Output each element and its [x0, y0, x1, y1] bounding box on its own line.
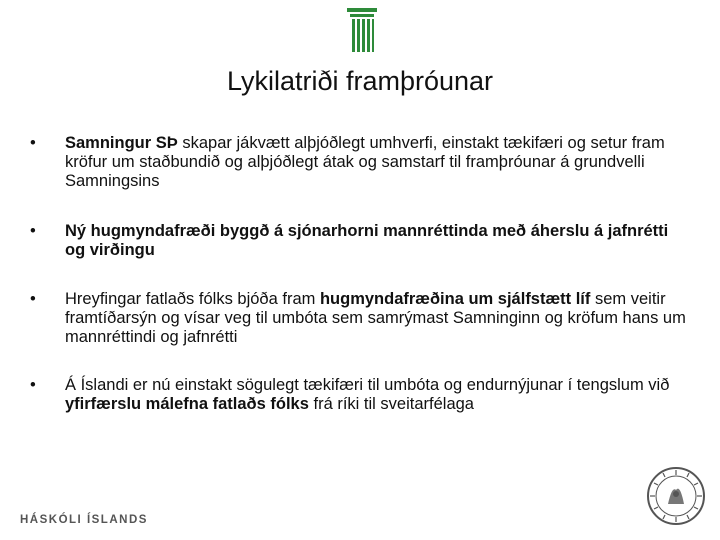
bullet-item	[30, 222, 690, 260]
university-columns-icon	[347, 8, 377, 54]
bullet-marker: •	[30, 222, 36, 240]
bullet-text	[65, 134, 690, 191]
bullet-text	[65, 222, 690, 260]
bullet-text-bold: Samningur SÞ	[65, 134, 178, 152]
bullet-text-regular: sem veitir framtíðarsýn og vísar veg til umbóta sem samrýmast Samninginn og kröfum hans um mannréttindi og jafnrétti	[65, 290, 686, 346]
bullet-text-bold: hugmyndafræðina um sjálfstætt líf	[319, 290, 591, 308]
bullet-marker: •	[30, 290, 36, 308]
bullet-item	[30, 376, 690, 414]
university-seal-icon	[646, 466, 706, 526]
bullet-text-regular: frá ríki til sveitarfélaga	[308, 395, 474, 413]
bullet-item	[30, 290, 690, 347]
bullet-text-regular: skapar jákvætt alþjóðlegt umhverfi, einstakt tækifæri og setur fram kröfur um staðbundið og alþjóðlegt átak og samstarf til framþróunar á grundvelli Samningsins	[65, 134, 665, 190]
bullet-marker: •	[30, 376, 36, 394]
bullet-text-bold: Ný hugmyndafræði byggð á sjónarhorni mannréttinda með áherslu á jafnrétti og virðingu	[65, 222, 669, 259]
bullet-item	[30, 134, 690, 191]
bullet-text-regular: Hreyfingar fatlaðs fólks bjóða fram	[65, 290, 320, 308]
footer-university-name: HÁSKÓLI ÍSLANDS	[20, 514, 148, 526]
bullet-text	[65, 376, 690, 414]
bullet-text-regular: Á Íslandi er nú einstakt sögulegt tækifæri til umbóta og endurnýjunar í tengslum við	[65, 376, 670, 394]
bullet-text-bold: yfirfærslu málefna fatlaðs fólks	[65, 395, 309, 413]
slide-title: Lykilatriði framþróunar	[226, 66, 494, 96]
bullet-text	[65, 290, 690, 347]
bullet-marker: •	[30, 134, 36, 152]
